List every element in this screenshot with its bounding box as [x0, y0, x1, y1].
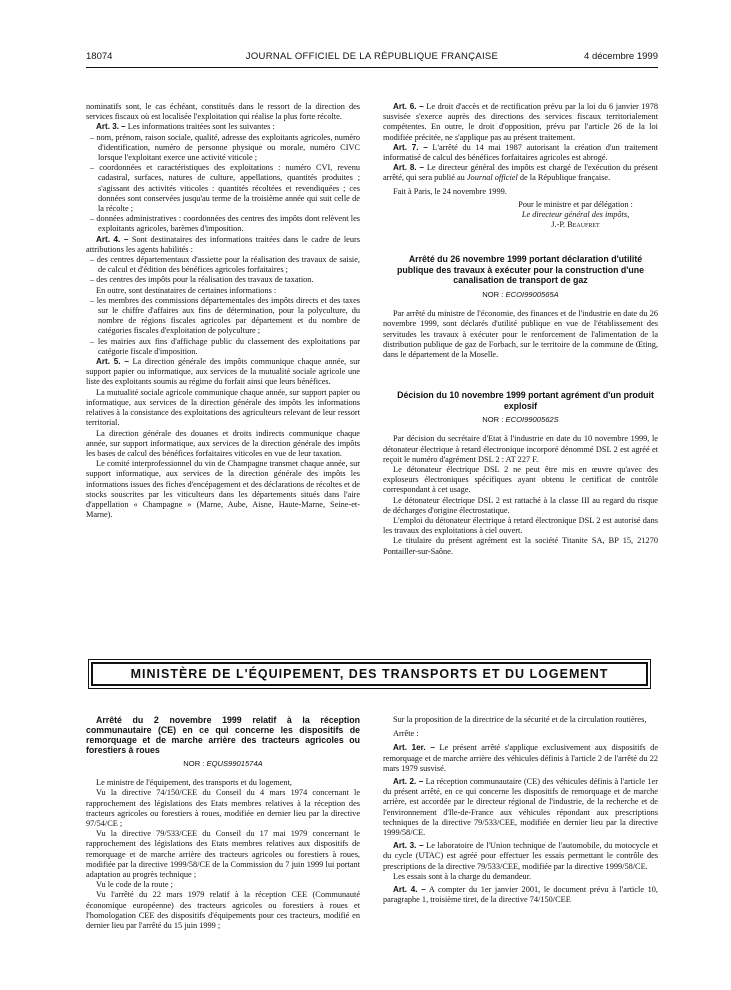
left-column-bottom: [86, 715, 360, 931]
decision-p5: Le titulaire du présent agrément est la société Titanite SA, BP 15, 21270 Pontailler-sur-Saône.: [383, 536, 658, 556]
article-1: Art. 1er. – Le présent arrêté s'applique exclusivement aux dispositifs de remorquage et de marche arrière des véhicules définis à l'article 2 de l'arrêté du 22 mars 1979 susvisé.: [383, 743, 659, 773]
article-7: Art. 7. – L'arrêté du 14 mai 1987 autorisant la création d'un traitement informatisé de calcul des bénéfices forfaitaires agricoles est abrogé.: [383, 142, 658, 163]
article-6: Art. 6. – Le droit d'accès et de rectification prévu par la loi du 6 janvier 1978 susvisée s'exerce auprès des directions des services fiscaux territorialement compétentes. En outre, le droit d'opposition, prévu par l'article 26 de la loi modifiée précitée, ne s'applique pas au présent traitement.: [383, 102, 658, 142]
decision-p1: Par décision du secrétaire d'Etat à l'industrie en date du 10 novembre 1999, le détonateur électrique à retard électronique incorporé dénommé DSL 2 est agréé et reçoit le numéro d'agrément DSL 2 : AT 227 F.: [383, 434, 658, 464]
article-label: Art. 4. –: [96, 234, 129, 244]
article-label: Art. 3. –: [96, 122, 126, 132]
article-4-other: En outre, sont destinataires de certaines informations :: [96, 285, 277, 295]
arrete-text: Par arrêté du ministre de l'économie, des finances et de l'industrie en date du 26 novembre 1999, sont déclarés d'utilité publique en vue de l'établissement des servitudes les travaux à exécuter pour le renforcement de l'alimentation de la distribution publique de gaz de Forbach, sur le territoire de la commune de Œting, dans le département de la Moselle.: [383, 309, 658, 359]
article-4: Art. 4. – Sont destinataires des informations traitées dans le cadre de leurs attributions les agents habilités :: [86, 234, 360, 254]
article-label: Art. 8. –: [393, 163, 425, 173]
ministry-banner: MINISTÈRE DE L'ÉQUIPEMENT, DES TRANSPORTS ET DU LOGEMENT: [91, 662, 648, 686]
signature-line: Pour le ministre et par délégation :: [518, 199, 633, 209]
article-4: Art. 4. – A compter du 1er janvier 2001, le document prévu à l'article 10, paragraphe 1, troisième tiret, de la directive 74/150/CEE: [383, 885, 658, 905]
fait-a-paris: Fait à Paris, le 24 novembre 1999.: [393, 186, 507, 196]
nor-reference: NOR : ECOI9900562S: [482, 415, 559, 425]
article-3-list: [86, 133, 360, 235]
article-label: Art. 5. –: [96, 357, 129, 367]
article-label: Art. 1er. –: [393, 743, 435, 753]
article-5-p3: La direction générale des douanes et droits indirects communique chaque année, sur support informatique, aux services de la direction générale des impôts les bases de calcul des bénéfices forfaitaires viticoles en vue de leur taxation.: [86, 428, 360, 458]
paragraph: Vu la directive 74/150/CEE du Conseil du 4 mars 1974 concernant le rapprochement des législations des Etats membres relatives à la réception des tracteurs agricoles ou forestiers à roues, modifiée en dernier lieu par la directive 97/54/CE ;: [86, 788, 360, 829]
article-3-p2: Les essais sont à la charge du demandeur.: [393, 871, 532, 881]
page-number: 18074: [86, 51, 113, 62]
list-item: – nom, prénom, raison sociale, qualité, adresse des exploitants agricoles, numéro d'identification, numéro de personne physique ou morale, numéro CIVC lorsque l'exploitant exerce une activité viticole ;: [90, 132, 360, 163]
left-column-top: [86, 102, 360, 520]
article-5-p2: La mutualité sociale agricole communique chaque année, sur support papier ou informatique, aux services de la direction générale des impôts les informations relatives à la consistance des exploitations des agriculteurs relevant de leur ressort territorial.: [86, 387, 360, 428]
issue-date: 4 décembre 1999: [584, 51, 658, 62]
list-item: – des centres des impôts pour la réalisation des travaux de taxation.: [90, 275, 314, 285]
paragraph: Vu la directive 79/533/CEE du Conseil du 17 mai 1979 concernant le rapprochement des législations des Etats membres relatives aux dispositifs de remorquage et de marche arrière des tracteurs agricoles ou forestiers à roues, modifiée par la directive 1999/58/CE de la Commission du 7 juin 1999 lui portant adaptation au progrès technique ;: [86, 829, 360, 880]
article-3: Art. 3. – Le laboratoire de l'Union technique de l'automobile, du motocycle et du cycle (UTAC) est agréé pour effectuer les essais permettant le contrôle des prescriptions de la directive 79/533/CEE, modifiée par la directive 1999/58/CE.: [383, 841, 658, 871]
article-2: Art. 2. – La réception communautaire (CE) des véhicules définis à l'article 1er du présent arrêté, en ce qui concerne les dispositifs de remorquage et de marche arrière, est accordée par le directeur régional de l'industrie, de la recherche et de l'environnement d'Ile-de-France aux véhicules répondant aux prescriptions techniques de la directive 79/533/CEE, modifiée en dernier lieu par la directive 1999/58/CE.: [383, 777, 658, 838]
paragraph: Le ministre de l'équipement, des transports et du logement,: [96, 778, 292, 788]
journal-title: JOURNAL OFFICIEL DE LA RÉPUBLIQUE FRANÇAISE: [245, 51, 499, 62]
journal-officiel-ref: Journal officiel: [466, 173, 518, 183]
list-item: – des centres départementaux d'assiette pour la réalisation des travaux de saisie, de calcul et d'édition des bénéfices agricoles forfaitaires ;: [90, 255, 360, 275]
paragraph: Vu le code de la route ;: [96, 880, 173, 890]
article-label: Art. 2. –: [393, 777, 424, 787]
article-5-p4: Le comité interprofessionnel du vin de Champagne transmet chaque année, sur support informatique, aux services de la direction générale des impôts les informations issues des fiches d'encépagement et des déclarations de récoltes et de stocks souscrites par les viticulteurs dans les départements situés dans l'aire d'appellation « Champagne » (Marne, Aube, Aisne, Haute-Marne, Seine-et-Marne).: [86, 459, 360, 520]
signatory-name: J.-P. Beaufret: [551, 220, 600, 230]
list-item: – les membres des commissions départementales des impôts directs et des taxes sur le chiffre d'affaires aux fins de détermination, pour la polyculture, du nombre de régions fiscales agricoles par département et du nombre de catégories fiscales d'exploitation de polyculture ;: [90, 295, 360, 336]
decision-p3: Le détonateur électrique DSL 2 est rattaché à la classe III au regard du risque de décharges d'origine électrostatique.: [383, 495, 658, 515]
article-label: Art. 6. –: [393, 102, 424, 111]
right-column-bottom: [383, 715, 658, 905]
arrete-keyword: Arrête :: [393, 729, 419, 739]
article-4-list: [86, 255, 360, 286]
arrete-title: Arrêté du 2 novembre 1999 relatif à la réception communautaire (CE) en ce qui concerne les dispositifs de remorquage et de marche arrière des tracteurs agricoles ou forestiers à roues: [86, 715, 360, 755]
signature-title: Le directeur général des impôts,: [521, 210, 630, 220]
article-label: Art. 7. –: [393, 142, 428, 152]
article-3: Art. 3. – Les informations traitées sont les suivantes :: [96, 122, 275, 132]
nor-reference: NOR : ECOI9900565A: [482, 289, 559, 299]
article-label: Art. 3. –: [393, 841, 424, 851]
article-4-other-list: [86, 296, 360, 357]
decision-title: Décision du 10 novembre 1999 portant agrément d'un produit explosif: [397, 390, 654, 411]
intro-paragraph: nominatifs sont, le cas échéant, constitués dans le ressort de la direction des services fiscaux où est localisée l'exploitation qui réalise la plus forte récolte.: [86, 102, 360, 122]
list-item: – les mairies aux fins d'affichage public du classement des exploitations par catégorie fiscale d'imposition.: [90, 336, 360, 356]
header-rule: [86, 67, 658, 68]
signature-block: [493, 200, 658, 231]
decision-p4: L'emploi du détonateur électrique à retard électronique DSL 2 est autorisé dans les travaux des exploitations à ciel ouvert.: [383, 515, 658, 536]
list-item: – coordonnées et caractéristiques des exploitations : numéro CVI, revenu cadastral, surfaces, natures de culture, appellations, quantités produites ; s'agissant des activités viticoles : quantités récoltées et revendiquées ; ces données sont conservées jusqu'au terme de la troisième année qui suit celle de la récolte ;: [90, 163, 360, 214]
article-8: Art. 8. – Le directeur général des impôts est chargé de l'exécution du présent arrêté, qui sera publié au Journal officiel de la République française.: [383, 163, 658, 183]
right-column-top: [383, 102, 658, 557]
nor-reference: NOR : EQUS9901574A: [183, 759, 263, 768]
paragraph: Vu l'arrêté du 22 mars 1979 relatif à la réception CEE (Communauté économique européenne) des tracteurs agricoles ou forestiers à roues et l'homologation CEE des dispositifs d'équipements pour ces tracteurs, modifié en dernier lieu par l'arrêté du 15 juin 1999 ;: [86, 890, 360, 931]
arrete-title: Arrêté du 26 novembre 1999 portant déclaration d'utilité publique des travaux à exécuter pour la construction d'une canalisation de transport de gaz: [397, 254, 644, 286]
article-5: Art. 5. – La direction générale des impôts communique chaque année, sur support papier ou informatique, aux services de la mutualité sociale agricole une liste des exploitants soumis au régime du forfait ainsi que leurs bénéfices.: [86, 357, 360, 387]
paragraph: Sur la proposition de la directrice de la sécurité et de la circulation routières,: [393, 715, 647, 724]
article-label: Art. 4. –: [393, 885, 426, 895]
list-item: – données administratives : coordonnées des centres des impôts dont relèvent les exploitants agricoles, barèmes d'imposition.: [90, 214, 360, 234]
decision-p2: Le détonateur électrique DSL 2 ne peut être mis en œuvre qu'avec des exploseurs électroniques spécifiques ayant obtenu le certificat de contrôle correspondant à cet usage.: [383, 464, 658, 495]
page-header: [86, 51, 658, 65]
